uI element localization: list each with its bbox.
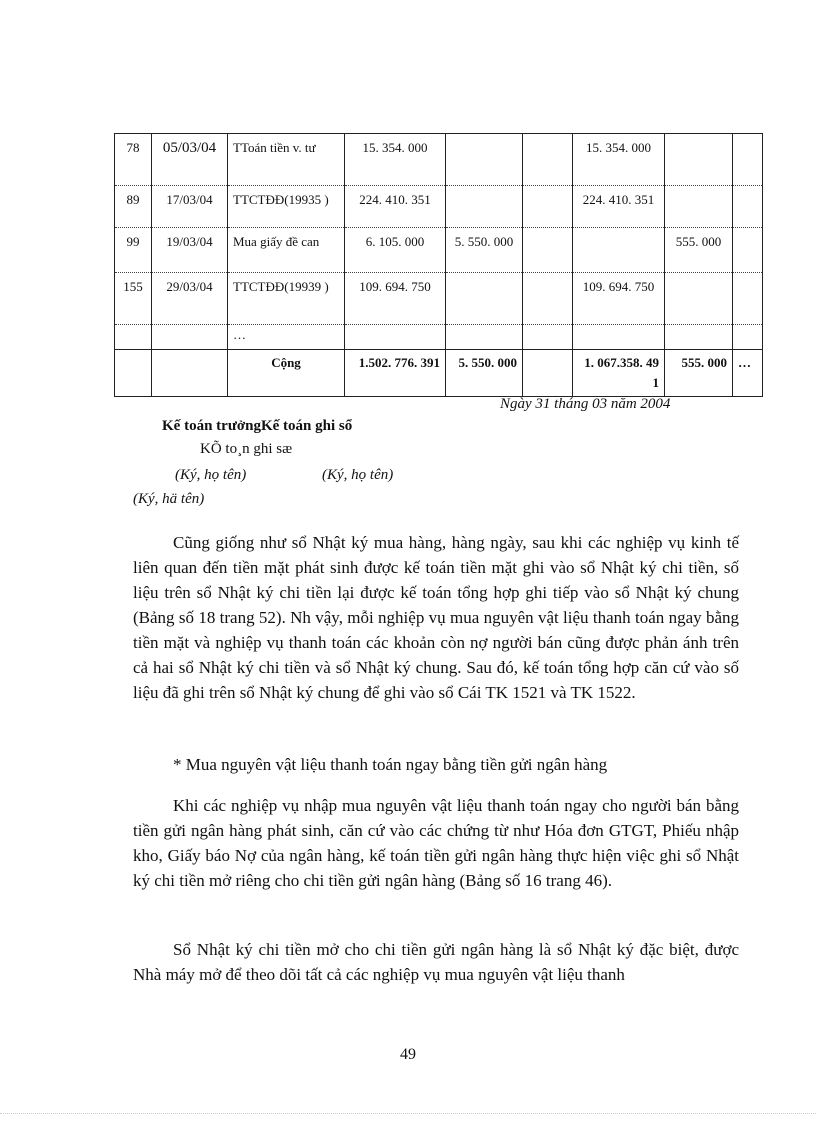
voucher-number: 99	[115, 228, 152, 273]
voucher-date: 17/03/04	[152, 186, 228, 228]
amount-col5	[446, 273, 523, 325]
total-col8: 555. 000	[665, 350, 733, 397]
total-blank-2	[152, 350, 228, 397]
page-number: 49	[400, 1046, 416, 1063]
voucher-date	[152, 325, 228, 350]
voucher-date: 29/03/04	[152, 273, 228, 325]
amount-col6	[523, 228, 573, 273]
amount-col8	[665, 186, 733, 228]
amount-total	[345, 325, 446, 350]
voucher-number: 78	[115, 134, 152, 186]
amount-col7: 15. 354. 000	[573, 134, 665, 186]
description: TToán tiền v. tư	[228, 134, 345, 186]
amount-col9	[733, 273, 763, 325]
voucher-date: 19/03/04	[152, 228, 228, 273]
amount-total: 109. 694. 750	[345, 273, 446, 325]
total-row	[115, 350, 763, 397]
total-amount: 1.502. 776. 391	[345, 350, 446, 397]
table-row	[115, 134, 763, 186]
amount-col9	[733, 186, 763, 228]
description: …	[228, 325, 345, 350]
amount-col8	[665, 325, 733, 350]
amount-total: 224. 410. 351	[345, 186, 446, 228]
amount-col7	[573, 228, 665, 273]
section-heading: * Mua nguyên vật liệu thanh toán ngay bằng tiền gửi ngân hàng	[173, 755, 608, 774]
table-row	[115, 186, 763, 228]
date-line: Ngày 31 tháng 03 năm 2004	[500, 396, 671, 412]
amount-total: 15. 354. 000	[345, 134, 446, 186]
amount-col8	[665, 273, 733, 325]
signature-title: Kế toán trưởngKế toán ghi sổ	[162, 418, 353, 434]
amount-col5	[446, 325, 523, 350]
voucher-number: 89	[115, 186, 152, 228]
amount-col9	[733, 134, 763, 186]
signature-note-b: (Ký, họ tên)	[322, 467, 394, 483]
body-paragraph: Sổ Nhật ký chi tiền mở cho chi tiền gửi ngân hàng là sổ Nhật ký đặc biệt, được Nhà máy mở để theo dõi tất cả các nghiệp vụ mua nguyên vật liệu thanh	[133, 940, 739, 984]
amount-col9	[733, 325, 763, 350]
signature-note-a: (Ký, họ tên)	[175, 467, 247, 483]
amount-col7: 109. 694. 750	[573, 273, 665, 325]
amount-col6	[523, 186, 573, 228]
description: TTCTĐĐ(19939 )	[228, 273, 345, 325]
body-paragraph: Khi các nghiệp vụ nhập mua nguyên vật liệu thanh toán ngay cho người bán bằng tiền gửi ngân hàng phát sinh, căn cứ vào các chứng từ như Hóa đơn GTGT, Phiếu nhập kho, Giấy báo Nợ của ngân hàng, kế toán tiền gửi ngân hàng thực hiện việc ghi sổ Nhật ký chi tiền mở riêng cho chi tiền gửi ngân hàng (Bảng số 16 trang 46).	[133, 796, 739, 890]
total-col9: …	[733, 350, 763, 397]
footer-divider	[0, 1113, 816, 1114]
table-row	[115, 325, 763, 350]
ledger-table	[114, 133, 763, 397]
total-label: Cộng	[228, 350, 345, 397]
total-col7: 1. 067.358. 491	[573, 350, 665, 397]
amount-col6	[523, 273, 573, 325]
description: TTCTĐĐ(19935 )	[228, 186, 345, 228]
total-col5: 5. 550. 000	[446, 350, 523, 397]
table-row	[115, 273, 763, 325]
amount-col8	[665, 134, 733, 186]
amount-col5	[446, 186, 523, 228]
signature-title-garbled: KÕ to¸n ghi sæ	[200, 441, 293, 457]
signature-note-c: (Ký, hä tên)	[133, 491, 205, 507]
amount-col5: 5. 550. 000	[446, 228, 523, 273]
amount-col5	[446, 134, 523, 186]
amount-col7	[573, 325, 665, 350]
body-paragraph: Cũng giống như sổ Nhật ký mua hàng, hàng ngày, sau khi các nghiệp vụ kinh tế liên quan đến tiền mặt phát sinh được kế toán tiền mặt ghi vào sổ Nhật ký chi tiền, số liệu trên sổ Nhật ký chi tiền lại được kế toán tổng hợp ghi tiếp vào sổ Nhật ký chung (Bảng số 18 trang 52). Nh vậy, mỗi nghiệp vụ mua nguyên vật liệu thanh toán ngay bằng tiền mặt và nghiệp vụ thanh toán các khoản còn nợ người bán cũng được phản ánh trên cả hai sổ Nhật ký chi tiền và sổ Nhật ký chung. Sau đó, kế toán tổng hợp căn cứ vào số liệu đã ghi trên sổ Nhật ký chung để ghi vào sổ Cái TK 1521 và TK 1522.	[133, 533, 739, 702]
amount-col7: 224. 410. 351	[573, 186, 665, 228]
total-col6	[523, 350, 573, 397]
amount-col9	[733, 228, 763, 273]
total-blank-1	[115, 350, 152, 397]
voucher-number	[115, 325, 152, 350]
amount-col6	[523, 325, 573, 350]
table-row	[115, 228, 763, 273]
voucher-number: 155	[115, 273, 152, 325]
voucher-date: 05/03/04	[152, 134, 228, 186]
amount-col6	[523, 134, 573, 186]
amount-col8: 555. 000	[665, 228, 733, 273]
amount-total: 6. 105. 000	[345, 228, 446, 273]
description: Mua giấy đề can	[228, 228, 345, 273]
